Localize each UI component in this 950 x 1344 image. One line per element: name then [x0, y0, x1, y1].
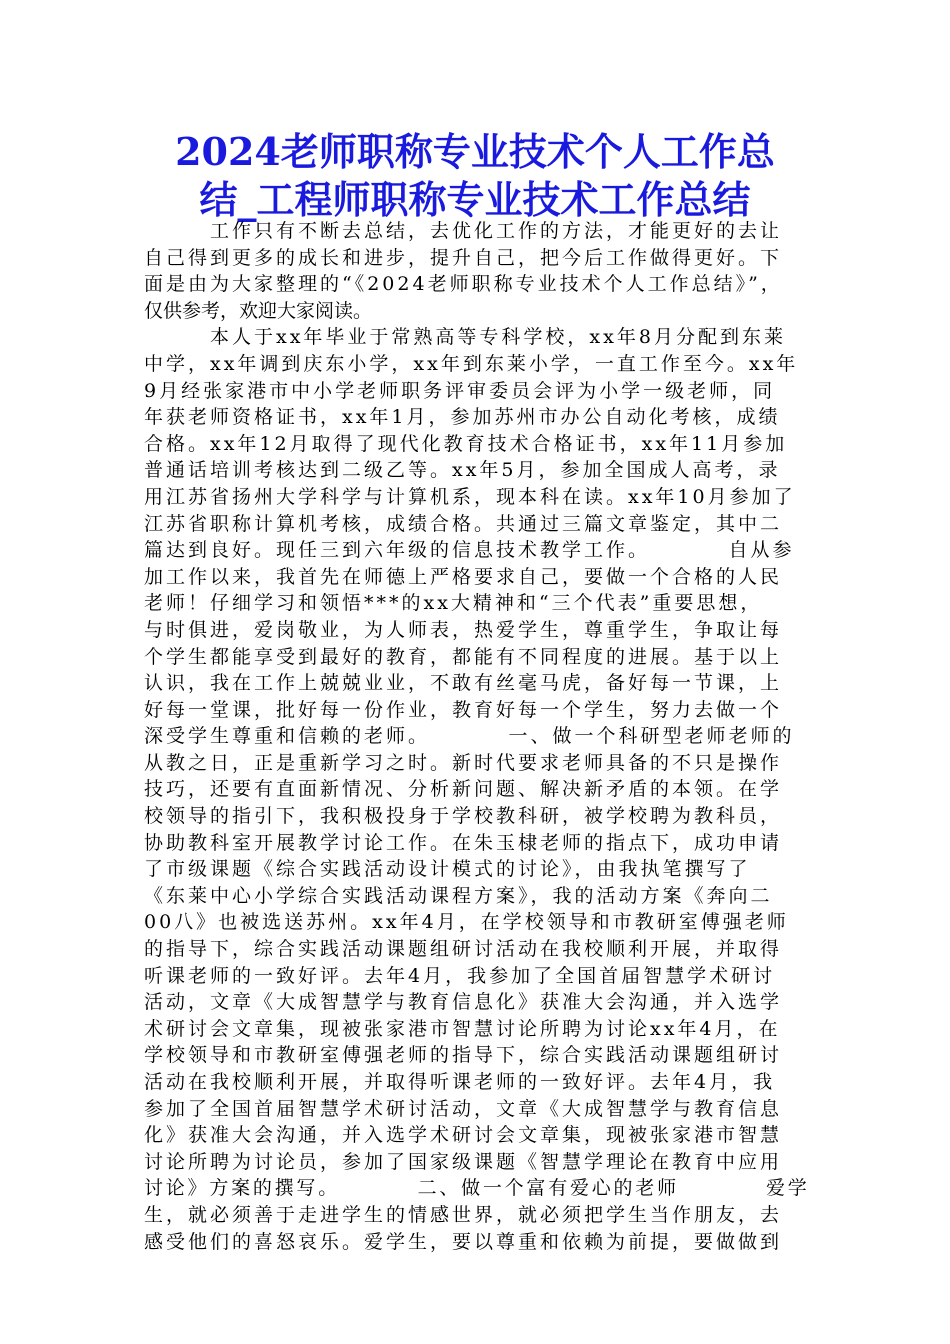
body-line: 听课老师的一致好评。去年4月，我参加了全国首届智慧学术研讨 [144, 964, 776, 987]
body-line: 活动，文章《大成智慧学与教育信息化》获准大会沟通，并入选学 [144, 991, 783, 1014]
body-line: 工作只有不断去总结，去优化工作的方法，才能更好的去让 [144, 220, 783, 242]
body-line: 协助教科室开展教学讨论工作。在朱玉棣老师的指点下，成功申请 [144, 831, 783, 854]
body-line: 学校领导和市教研室傅强老师的指导下，综合实践活动课题组研讨 [144, 1044, 783, 1067]
body-line: 9月经张家港市中小学老师职务评审委员会评为小学一级老师，同 [144, 379, 776, 402]
body-line: 术研讨会文章集，现被张家港市智慧讨论所聘为讨论xx年4月，在 [144, 1017, 781, 1040]
body-line: 合格。xx年12月取得了现代化教育技术合格证书，xx年11月参加 [144, 432, 788, 455]
body-line: 感受他们的喜怒哀乐。爱学生，要以尊重和依赖为前提，要做做到 [144, 1230, 783, 1253]
body-line: 的指导下，综合实践活动课题组研讨活动在我校顺利开展，并取得 [144, 938, 783, 961]
body-line: 自己得到更多的成长和进步，提升自己，把今后工作做得更好。下 [144, 246, 783, 269]
body-line: 讨论》方案的撰写。 二、做一个富有爱心的老师 爱学 [144, 1177, 810, 1200]
title-line-1: 2024老师职称专业技术个人工作总 [175, 129, 775, 174]
body-line: 化》获准大会沟通，并入选学术研讨会文章集，现被张家港市智慧 [144, 1124, 783, 1147]
body-line: 与时俱进，爱岗敬业，为人师表，热爱学生，尊重学生，争取让每 [144, 618, 783, 641]
title-line-2: 结_工程师职称专业技术工作总结 [199, 177, 751, 222]
body-line: 个学生都能享受到最好的教育，都能有不同程度的进展。基于以上 [144, 645, 783, 668]
body-line: 00八》也被选送苏州。xx年4月，在学校领导和市教研室傅强老师 [144, 911, 789, 934]
body-line: 技巧，还要有直面新情况、分析新问题、解决新矛盾的本领。在学 [144, 778, 783, 801]
body-line: 生，就必须善于走进学生的情感世界，就必须把学生当作朋友，去 [144, 1203, 783, 1226]
body-line: 本人于xx年毕业于常熟高等专科学校，xx年8月分配到东莱 [144, 326, 786, 349]
body-line: 老师！仔细学习和领悟***的xx大精神和“三个代表”重要思想， [144, 592, 763, 615]
body-line: 参加了全国首届智慧学术研讨活动，文章《大成智慧学与教育信息 [144, 1097, 783, 1120]
body-line: 好每一堂课，批好每一份作业，教育好每一个学生，努力去做一个 [144, 698, 783, 721]
body-line: 校领导的指引下，我积极投身于学校教科研，被学校聘为教科员， [144, 805, 783, 828]
body-line: 面是由为大家整理的“《2024老师职称专业技术个人工作总结》”， [144, 273, 783, 296]
body-line: 深受学生尊重和信赖的老师。 一、做一个科研型老师老师的 [144, 725, 795, 748]
document-body [144, 218, 810, 1255]
document-title [140, 128, 810, 224]
body-line: 篇达到良好。现任三到六年级的信息技术教学工作。 自从参 [144, 539, 795, 562]
body-line: 中学，xx年调到庆东小学，xx年到东莱小学，一直工作至今。xx年 [144, 352, 799, 375]
body-line: 加工作以来，我首先在师德上严格要求自己，要做一个合格的人民 [144, 565, 783, 588]
body-line: 年获老师资格证书，xx年1月，参加苏州市办公自动化考核，成绩 [144, 406, 781, 429]
body-line: 从教之日，正是重新学习之时。新时代要求老师具备的不只是操作 [144, 751, 783, 774]
body-line: 江苏省职称计算机考核，成绩合格。共通过三篇文章鉴定，其中二 [144, 512, 783, 535]
body-line: 认识，我在工作上兢兢业业，不敢有丝毫马虎，备好每一节课，上 [144, 672, 783, 695]
body-line: 用江苏省扬州大学科学与计算机系，现本科在读。xx年10月参加了 [144, 485, 796, 508]
body-line: 仅供参考，欢迎大家阅读。 [144, 299, 373, 322]
body-line: 讨论所聘为讨论员，参加了国家级课题《智慧学理论在教育中应用 [144, 1150, 783, 1173]
body-line: 了市级课题《综合实践活动设计模式的讨论》，由我执笔撰写了 [144, 858, 751, 881]
body-line: 普通话培训考核达到二级乙等。xx年5月，参加全国成人高考，录 [144, 459, 781, 482]
body-line: 《东莱中心小学综合实践活动课程方案》，我的活动方案《奔向二 [144, 884, 773, 907]
body-line: 活动在我校顺利开展，并取得听课老师的一致好评。去年4月，我 [144, 1071, 776, 1093]
